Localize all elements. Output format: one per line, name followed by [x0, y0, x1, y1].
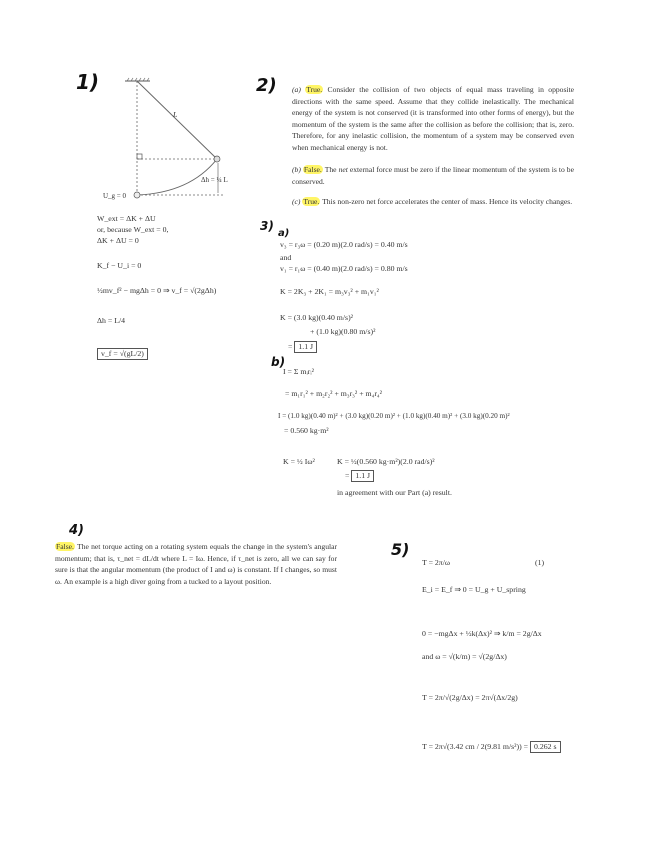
p3-a-result: = 1.1 J	[288, 341, 317, 353]
p3-eq-i-result: = 0.560 kg·m²	[284, 426, 329, 435]
p3-b-result: = 1.1 J	[345, 470, 374, 482]
p3-eq-i-expand: = m₁r₁² + m₂r₂² + m₃r₃² + m₄r₄²	[285, 389, 382, 398]
p5-eq-number: (1)	[535, 558, 545, 567]
p4-text: False. The net torque acting on a rotating system equals the change in the system's angular momentum; that is, τ_net = dL/dt where L = Iω. Hence, if τ_net is zero, all we can say for sure is that the angular momentum (the product of I and ω) is constant. If I changes, so must ω. An example is a high diver going from a tucked to a layout position.	[55, 542, 337, 586]
p3-eq-v3: v₃ = r₃ω = (0.20 m)(2.0 rad/s) = 0.40 m/s	[280, 240, 408, 249]
p3-eq-k-sub2: + (1.0 kg)(0.80 m/s)²	[310, 327, 376, 336]
verdict-highlight: True.	[303, 197, 320, 206]
p5-eq-period: T = 2π/ω	[422, 558, 451, 567]
verdict-highlight: True.	[306, 85, 323, 94]
p5-eq-t-sub: T = 2π√(3.42 cm / 2(9.81 m/s²)) = 0.262 s	[422, 741, 561, 753]
p5-eq-energy: E_i = E_f ⇒ 0 = U_g + U_spring	[422, 585, 526, 594]
p2-part-b: (b) False. The net external force must be zero if the linear momentum of the system is to be conserved.	[292, 165, 574, 186]
p1-eq-work: W_ext = ΔK + ΔU	[97, 214, 156, 223]
p5-eq-km: 0 = −mgΔx + ½k(Δx)² ⇒ k/m = 2g/Δx	[422, 629, 542, 638]
part-a-label: a)	[278, 228, 290, 239]
p3-eq-k: K = 2K₃ + 2K₁ = m₃v₃² + m₁v₁²	[280, 287, 379, 296]
verdict-highlight: False.	[56, 542, 74, 551]
height-label: Δh = ¼ L	[201, 176, 228, 184]
p3-agreement: in agreement with our Part (a) result.	[337, 488, 452, 497]
p3-eq-k-sub: K = ½(0.560 kg·m²)(2.0 rad/s)²	[337, 457, 435, 466]
p3-eq-v1: v₁ = r₁ω = (0.40 m)(2.0 rad/s) = 0.80 m/s	[280, 264, 408, 273]
p1-eq-because: or, because W_ext = 0,	[97, 225, 169, 234]
p3-eq-k-sub1: K = (3.0 kg)(0.40 m/s)²	[280, 313, 354, 322]
problem-1-label: 1)	[76, 70, 100, 94]
p5-result: 0.262 s	[530, 741, 561, 753]
problem-5-label: 5)	[391, 540, 410, 559]
p2-part-c: (c) True. This non-zero net force accelerates the center of mass. Hence its velocity changes.	[292, 197, 573, 206]
ug-label: U_g = 0	[103, 192, 127, 200]
p3-eq-i-sub: I = (1.0 kg)(0.40 m)² + (3.0 kg)(0.20 m)² + (1.0 kg)(0.40 m)² + (3.0 kg)(0.20 m)²	[278, 412, 510, 420]
p1-eq-kf: K_f − U_i = 0	[97, 261, 142, 270]
p1-eq-vf: ½mv_f² − mgΔh = 0 ⇒ v_f = √(2gΔh)	[97, 286, 217, 295]
problem-2-label: 2)	[256, 75, 277, 96]
problem-4-label: 4)	[69, 523, 84, 538]
verdict-highlight: False.	[303, 165, 322, 174]
part-b-label: b)	[271, 355, 286, 369]
p3-eq-i-sum: I = Σ mᵢrᵢ²	[283, 367, 314, 376]
p5-eq-omega: and ω = √(k/m) = √(2g/Δx)	[422, 652, 507, 661]
p5-eq-t: T = 2π/√(2g/Δx) = 2π√(Δx/2g)	[422, 693, 518, 702]
p3-and: and	[280, 253, 292, 262]
length-label: L	[173, 110, 178, 119]
problem-3-label: 3)	[260, 219, 274, 233]
p1-result: v_f = √(gL/2)	[97, 348, 148, 360]
p1-eq-dh: Δh = L/4	[97, 316, 126, 325]
p2-part-a: (a) True. Consider the collision of two objects of equal mass traveling in opposite directions with the same speed. Assume that they collide inelastically. The mechanical energy of the system is not conserved (it is transformed into other forms of energy), but the momentum of the system is the same after the collision as before the collision; that is, zero. Therefore, for any inelastic collision, the momentum of a system may be conserved even when mechanical energy is not.	[292, 85, 574, 152]
p3-eq-k-formula: K = ½ Iω²	[283, 457, 315, 466]
p1-eq-energy: ΔK + ΔU = 0	[97, 236, 139, 245]
